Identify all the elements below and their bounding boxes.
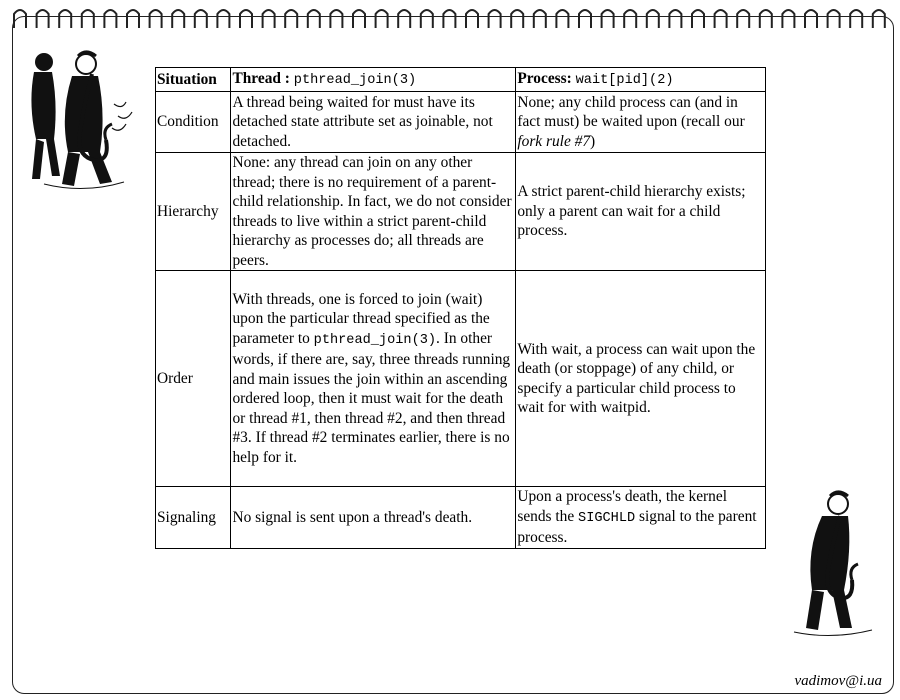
binding-ring bbox=[669, 10, 681, 28]
binding-ring bbox=[602, 10, 614, 28]
fork-rule-reference: fork rule #7 bbox=[517, 132, 591, 150]
binding-ring bbox=[511, 10, 523, 28]
binding-ring bbox=[37, 10, 49, 28]
table-header-row bbox=[156, 68, 766, 92]
row-process: With wait, a process can wait upon the death (or stoppage) of any child, or specify a particular child process to wait for with waitpid. bbox=[516, 271, 766, 487]
binding-ring bbox=[82, 10, 94, 28]
binding-ring bbox=[805, 10, 817, 28]
author-email: vadimov@i.ua bbox=[794, 673, 882, 689]
process-text-end: ) bbox=[590, 132, 596, 150]
header-process-label: Process: bbox=[517, 69, 572, 87]
header-situation: Situation bbox=[156, 68, 231, 92]
spiral-binding bbox=[0, 0, 900, 34]
row-process bbox=[516, 487, 766, 549]
header-process-call: wait[pid](2) bbox=[575, 72, 674, 88]
binding-ring bbox=[443, 10, 455, 28]
row-process: A strict parent-child hierarchy exists; only a parent can wait for a child process. bbox=[516, 153, 766, 271]
process-text: None; any child process can (and in fact must) be waited upon (recall our bbox=[517, 93, 745, 131]
binding-ring bbox=[150, 10, 162, 28]
row-situation: Order bbox=[156, 271, 231, 487]
row-thread bbox=[231, 271, 516, 487]
binding-ring bbox=[828, 10, 840, 28]
thread-text-end: . In other words, if there are, say, three threads running and main issues the join within an ascending ordered loop, then it must wait for the death or thread #1, then thread #2, and then thread #3. If thread #2 terminates earlier, there is no help for it. bbox=[232, 329, 511, 466]
binding-ring bbox=[398, 10, 410, 28]
binding-ring bbox=[217, 10, 229, 28]
binding-ring bbox=[737, 10, 749, 28]
binding-ring bbox=[466, 10, 478, 28]
table-row bbox=[156, 487, 766, 549]
row-situation: Condition bbox=[156, 92, 231, 153]
binding-ring bbox=[624, 10, 636, 28]
row-thread: No signal is sent upon a thread's death. bbox=[231, 487, 516, 549]
signal-name: SIGCHLD bbox=[578, 510, 636, 526]
binding-ring bbox=[376, 10, 388, 28]
binding-ring bbox=[172, 10, 184, 28]
binding-ring bbox=[353, 10, 365, 28]
binding-ring bbox=[285, 10, 297, 28]
saxophone-player-icon bbox=[782, 490, 877, 640]
comparison-table bbox=[155, 67, 766, 549]
binding-ring bbox=[421, 10, 433, 28]
binding-ring bbox=[534, 10, 546, 28]
header-thread bbox=[231, 68, 516, 92]
header-thread-label: Thread : bbox=[232, 69, 290, 87]
binding-ring bbox=[14, 10, 26, 28]
binding-ring bbox=[850, 10, 862, 28]
header-thread-call: pthread_join(3) bbox=[293, 72, 417, 88]
thread-text: With threads, one is forced to join (wait) upon the particular thread specified as the parameter to bbox=[232, 290, 490, 347]
binding-ring bbox=[715, 10, 727, 28]
binding-ring bbox=[195, 10, 207, 28]
binding-ring bbox=[308, 10, 320, 28]
binding-ring bbox=[59, 10, 71, 28]
row-thread: None: any thread can join on any other thread; there is no requirement of a parent-child relationship. In fact, we do not consider threads to live within a strict parent-child hierarchy as processes do; all threads are peers. bbox=[231, 153, 516, 271]
row-thread: A thread being waited for must have its detached state attribute set as joinable, not detached. bbox=[231, 92, 516, 153]
binding-ring bbox=[240, 10, 252, 28]
saxophone-players-icon bbox=[14, 44, 139, 194]
process-text: Upon a process's death, the kernel sends the bbox=[517, 488, 727, 525]
process-text-end: signal to the parent process. bbox=[517, 507, 757, 546]
table-row bbox=[156, 153, 766, 271]
row-situation: Signaling bbox=[156, 487, 231, 549]
header-process bbox=[516, 68, 766, 92]
binding-ring bbox=[873, 10, 885, 28]
binding-ring bbox=[579, 10, 591, 28]
binding-ring bbox=[556, 10, 568, 28]
binding-ring bbox=[127, 10, 139, 28]
binding-ring bbox=[782, 10, 794, 28]
binding-ring bbox=[692, 10, 704, 28]
binding-ring bbox=[104, 10, 116, 28]
binding-ring bbox=[330, 10, 342, 28]
binding-ring bbox=[489, 10, 501, 28]
row-situation: Hierarchy bbox=[156, 153, 231, 271]
binding-ring bbox=[760, 10, 772, 28]
thread-code: pthread_join(3) bbox=[313, 332, 437, 348]
row-process bbox=[516, 92, 766, 153]
table-row bbox=[156, 92, 766, 153]
binding-ring bbox=[647, 10, 659, 28]
table-row bbox=[156, 271, 766, 487]
binding-ring bbox=[263, 10, 275, 28]
